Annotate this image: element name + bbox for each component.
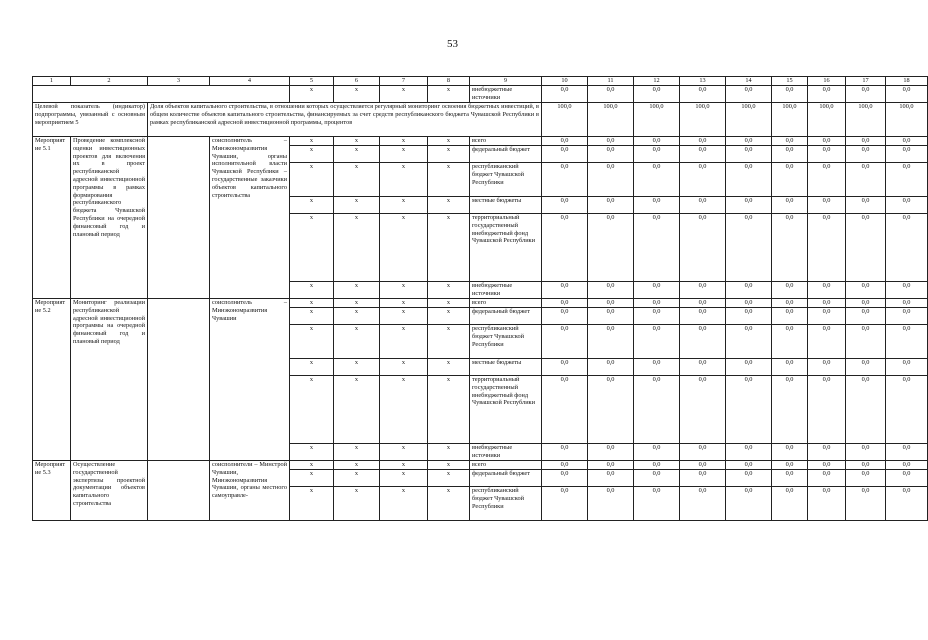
value-cell: 0,0: [588, 325, 634, 359]
value-cell: 0,0: [542, 444, 588, 461]
value-cell: 0,0: [634, 487, 680, 521]
value-cell: 0,0: [680, 444, 726, 461]
activity-id: Мероприятие 5.3: [33, 461, 71, 521]
column-header: 1: [33, 77, 71, 86]
x-mark: x: [380, 444, 428, 461]
value-cell: 0,0: [846, 487, 886, 521]
x-mark: x: [380, 86, 428, 103]
value-cell: 0,0: [772, 282, 808, 299]
value-cell: 0,0: [542, 137, 588, 146]
x-mark: x: [380, 146, 428, 163]
value-cell: 0,0: [846, 197, 886, 214]
x-mark: x: [290, 282, 334, 299]
value-cell: 0,0: [808, 487, 846, 521]
funding-source: всего: [470, 461, 542, 470]
target-indicator-row: [33, 103, 928, 137]
value-cell: 0,0: [808, 444, 846, 461]
value-cell: 0,0: [680, 308, 726, 325]
column-header: 8: [428, 77, 470, 86]
value-cell: 0,0: [808, 470, 846, 487]
value-cell: 0,0: [772, 487, 808, 521]
target-value: 100,0: [772, 103, 808, 137]
value-cell: 0,0: [588, 487, 634, 521]
value-cell: 0,0: [588, 470, 634, 487]
funding-source: местные бюджеты: [470, 197, 542, 214]
x-mark: x: [334, 376, 380, 444]
activity-name: Мониторинг реализации республиканской адресной инвестиционной программы на очередной финансовый год и плановый период: [71, 299, 148, 461]
value-cell: 0,0: [634, 444, 680, 461]
value-cell: 0,0: [846, 461, 886, 470]
activity-name: Осуществление государственной экспертизы проектной документации объектов капитального строительства: [71, 461, 148, 521]
x-mark: x: [428, 359, 470, 376]
x-mark: x: [334, 214, 380, 282]
value-cell: 0,0: [680, 470, 726, 487]
value-cell: 0,0: [846, 376, 886, 444]
x-mark: x: [428, 308, 470, 325]
value-cell: 0,0: [808, 308, 846, 325]
funding-source: республиканский бюджет Чувашской Республики: [470, 487, 542, 521]
value-cell: 0,0: [772, 214, 808, 282]
value-cell: 0,0: [634, 86, 680, 103]
x-mark: x: [334, 137, 380, 146]
value-cell: 0,0: [886, 325, 928, 359]
value-cell: 0,0: [542, 299, 588, 308]
x-mark: x: [290, 325, 334, 359]
value-cell: 0,0: [886, 146, 928, 163]
column-header: 14: [726, 77, 772, 86]
value-cell: 0,0: [808, 163, 846, 197]
funding-source: территориальный государственный внебюджетный фонд Чувашской Республики: [470, 214, 542, 282]
column-header: 13: [680, 77, 726, 86]
funding-source: республиканский бюджет Чувашской Республики: [470, 325, 542, 359]
x-mark: x: [428, 197, 470, 214]
value-cell: 0,0: [846, 137, 886, 146]
value-cell: 0,0: [588, 86, 634, 103]
empty-cell: [33, 86, 290, 103]
value-cell: 0,0: [680, 282, 726, 299]
x-mark: x: [380, 325, 428, 359]
value-cell: 0,0: [588, 299, 634, 308]
target-value: 100,0: [542, 103, 588, 137]
value-cell: 0,0: [808, 282, 846, 299]
x-mark: x: [428, 325, 470, 359]
value-cell: 0,0: [772, 376, 808, 444]
table-row: [33, 461, 928, 470]
value-cell: 0,0: [726, 146, 772, 163]
value-cell: 0,0: [726, 359, 772, 376]
value-cell: 0,0: [772, 308, 808, 325]
value-cell: 0,0: [886, 461, 928, 470]
value-cell: 0,0: [886, 163, 928, 197]
x-mark: x: [380, 214, 428, 282]
empty-cell: [148, 299, 210, 461]
value-cell: 0,0: [588, 197, 634, 214]
value-cell: 0,0: [680, 146, 726, 163]
program-table: [32, 76, 928, 521]
activity-name: Проведение комплексной оценки инвестиционных проектов для включения их в проект республиканской адресной инвестиционной программы в рамках формирования республиканского бюджета Чувашской Республики на очередной финансовый год и плановый период: [71, 137, 148, 299]
value-cell: 0,0: [886, 376, 928, 444]
value-cell: 0,0: [726, 325, 772, 359]
value-cell: 0,0: [680, 325, 726, 359]
value-cell: 0,0: [846, 86, 886, 103]
value-cell: 0,0: [588, 444, 634, 461]
value-cell: 0,0: [846, 146, 886, 163]
value-cell: 0,0: [726, 197, 772, 214]
value-cell: 0,0: [772, 444, 808, 461]
value-cell: 0,0: [634, 308, 680, 325]
value-cell: 0,0: [588, 146, 634, 163]
value-cell: 0,0: [588, 461, 634, 470]
value-cell: 0,0: [634, 146, 680, 163]
x-mark: x: [290, 299, 334, 308]
table-row: [33, 86, 928, 103]
value-cell: 0,0: [886, 137, 928, 146]
value-cell: 0,0: [846, 214, 886, 282]
target-label: Целевой показатель (индикатор) подпрограммы, увязанный с основным мероприятием 5: [33, 103, 148, 137]
value-cell: 0,0: [634, 197, 680, 214]
value-cell: 0,0: [772, 470, 808, 487]
value-cell: 0,0: [588, 282, 634, 299]
x-mark: x: [428, 282, 470, 299]
x-mark: x: [428, 146, 470, 163]
x-mark: x: [380, 308, 428, 325]
value-cell: 0,0: [634, 461, 680, 470]
x-mark: x: [380, 461, 428, 470]
value-cell: 0,0: [808, 461, 846, 470]
value-cell: 0,0: [634, 282, 680, 299]
activity-id: Мероприятие 5.2: [33, 299, 71, 461]
x-mark: x: [290, 470, 334, 487]
activity-id: Мероприятие 5.1: [33, 137, 71, 299]
x-mark: x: [380, 487, 428, 521]
x-mark: x: [334, 461, 380, 470]
funding-source: внебюджетные источники: [470, 86, 542, 103]
value-cell: 0,0: [886, 299, 928, 308]
x-mark: x: [334, 146, 380, 163]
column-header: 10: [542, 77, 588, 86]
x-mark: x: [428, 214, 470, 282]
value-cell: 0,0: [772, 146, 808, 163]
value-cell: 0,0: [886, 487, 928, 521]
x-mark: x: [334, 308, 380, 325]
target-text: Доля объектов капитального строительства, в отношении которых осуществляется регулярный мониторинг освоения бюджетных инвестиций, в общем количестве объектов капитального строительства, финансируемых за счет средств республиканского бюджета Чувашской Республики в рамках республиканской адресной инвестиционной программы, процентов: [148, 103, 542, 137]
funding-source: республиканский бюджет Чувашской Республики: [470, 163, 542, 197]
value-cell: 0,0: [772, 461, 808, 470]
x-mark: x: [380, 470, 428, 487]
value-cell: 0,0: [808, 359, 846, 376]
column-header: 18: [886, 77, 928, 86]
value-cell: 0,0: [588, 137, 634, 146]
x-mark: x: [428, 470, 470, 487]
x-mark: x: [290, 214, 334, 282]
x-mark: x: [380, 137, 428, 146]
value-cell: 0,0: [634, 376, 680, 444]
x-mark: x: [428, 137, 470, 146]
value-cell: 0,0: [846, 308, 886, 325]
value-cell: 0,0: [542, 146, 588, 163]
funding-source: федеральный бюджет: [470, 146, 542, 163]
target-value: 100,0: [588, 103, 634, 137]
x-mark: x: [334, 299, 380, 308]
x-mark: x: [290, 197, 334, 214]
column-header: 3: [148, 77, 210, 86]
funding-source: федеральный бюджет: [470, 308, 542, 325]
value-cell: 0,0: [542, 376, 588, 444]
value-cell: 0,0: [726, 299, 772, 308]
x-mark: x: [334, 359, 380, 376]
value-cell: 0,0: [680, 487, 726, 521]
value-cell: 0,0: [542, 308, 588, 325]
value-cell: 0,0: [542, 359, 588, 376]
column-header: 5: [290, 77, 334, 86]
column-header: 11: [588, 77, 634, 86]
value-cell: 0,0: [772, 163, 808, 197]
x-mark: x: [428, 461, 470, 470]
executor: соисполнитель – Минэкономразвития Чувашии: [210, 299, 290, 461]
target-value: 100,0: [634, 103, 680, 137]
x-mark: x: [290, 137, 334, 146]
x-mark: x: [380, 197, 428, 214]
column-header: 4: [210, 77, 290, 86]
x-mark: x: [290, 376, 334, 444]
value-cell: 0,0: [588, 308, 634, 325]
x-mark: x: [428, 444, 470, 461]
target-value: 100,0: [886, 103, 928, 137]
target-value: 100,0: [680, 103, 726, 137]
value-cell: 0,0: [772, 197, 808, 214]
column-header: 15: [772, 77, 808, 86]
value-cell: 0,0: [680, 197, 726, 214]
column-header: 16: [808, 77, 846, 86]
value-cell: 0,0: [542, 461, 588, 470]
value-cell: 0,0: [886, 214, 928, 282]
funding-source: местные бюджеты: [470, 359, 542, 376]
x-mark: x: [334, 444, 380, 461]
target-value: 100,0: [846, 103, 886, 137]
x-mark: x: [428, 487, 470, 521]
value-cell: 0,0: [846, 282, 886, 299]
value-cell: 0,0: [886, 197, 928, 214]
x-mark: x: [290, 487, 334, 521]
value-cell: 0,0: [726, 282, 772, 299]
value-cell: 0,0: [680, 163, 726, 197]
value-cell: 0,0: [772, 86, 808, 103]
value-cell: 0,0: [726, 470, 772, 487]
header-row: [33, 77, 928, 86]
x-mark: x: [290, 308, 334, 325]
x-mark: x: [428, 299, 470, 308]
executor: соисполнители – Минстрой Чувашии, Минэкономразвития Чувашии, органы местного самоуправле-: [210, 461, 290, 521]
value-cell: 0,0: [634, 470, 680, 487]
value-cell: 0,0: [726, 308, 772, 325]
x-mark: x: [334, 163, 380, 197]
empty-cell: [148, 461, 210, 521]
x-mark: x: [334, 282, 380, 299]
value-cell: 0,0: [726, 444, 772, 461]
x-mark: x: [428, 376, 470, 444]
x-mark: x: [334, 197, 380, 214]
x-mark: x: [290, 461, 334, 470]
value-cell: 0,0: [886, 308, 928, 325]
column-header: 2: [71, 77, 148, 86]
value-cell: 0,0: [680, 86, 726, 103]
x-mark: x: [290, 146, 334, 163]
page-number: 53: [447, 38, 458, 50]
x-mark: x: [380, 359, 428, 376]
value-cell: 0,0: [886, 86, 928, 103]
funding-source: территориальный государственный внебюджетный фонд Чувашской Республики: [470, 376, 542, 444]
value-cell: 0,0: [542, 282, 588, 299]
value-cell: 0,0: [772, 137, 808, 146]
value-cell: 0,0: [808, 299, 846, 308]
x-mark: x: [290, 444, 334, 461]
value-cell: 0,0: [680, 376, 726, 444]
x-mark: x: [290, 86, 334, 103]
value-cell: 0,0: [634, 214, 680, 282]
value-cell: 0,0: [886, 444, 928, 461]
value-cell: 0,0: [846, 470, 886, 487]
value-cell: 0,0: [542, 163, 588, 197]
table-row: [33, 137, 928, 146]
value-cell: 0,0: [886, 470, 928, 487]
value-cell: 0,0: [886, 359, 928, 376]
table-row: [33, 299, 928, 308]
value-cell: 0,0: [542, 325, 588, 359]
column-header: 7: [380, 77, 428, 86]
value-cell: 0,0: [772, 299, 808, 308]
x-mark: x: [290, 163, 334, 197]
value-cell: 0,0: [846, 163, 886, 197]
value-cell: 0,0: [726, 137, 772, 146]
target-value: 100,0: [808, 103, 846, 137]
value-cell: 0,0: [634, 325, 680, 359]
value-cell: 0,0: [542, 86, 588, 103]
value-cell: 0,0: [542, 487, 588, 521]
value-cell: 0,0: [772, 359, 808, 376]
value-cell: 0,0: [542, 470, 588, 487]
column-header: 6: [334, 77, 380, 86]
value-cell: 0,0: [846, 299, 886, 308]
funding-source: всего: [470, 137, 542, 146]
value-cell: 0,0: [634, 137, 680, 146]
value-cell: 0,0: [886, 282, 928, 299]
x-mark: x: [334, 470, 380, 487]
value-cell: 0,0: [846, 444, 886, 461]
value-cell: 0,0: [808, 376, 846, 444]
value-cell: 0,0: [808, 86, 846, 103]
value-cell: 0,0: [680, 359, 726, 376]
value-cell: 0,0: [808, 137, 846, 146]
value-cell: 0,0: [846, 359, 886, 376]
value-cell: 0,0: [542, 214, 588, 282]
value-cell: 0,0: [808, 325, 846, 359]
x-mark: x: [380, 299, 428, 308]
value-cell: 0,0: [680, 214, 726, 282]
value-cell: 0,0: [772, 325, 808, 359]
funding-source: всего: [470, 299, 542, 308]
empty-cell: [148, 137, 210, 299]
value-cell: 0,0: [588, 163, 634, 197]
column-header: 17: [846, 77, 886, 86]
value-cell: 0,0: [634, 299, 680, 308]
value-cell: 0,0: [808, 146, 846, 163]
value-cell: 0,0: [680, 461, 726, 470]
executor: соисполнитель – Минэкономразвития Чувашии, органы исполнительной власти Чувашской Республики – государственные заказчики объектов капитального строительства: [210, 137, 290, 299]
x-mark: x: [290, 359, 334, 376]
funding-source: внебюджетные источники: [470, 444, 542, 461]
value-cell: 0,0: [680, 137, 726, 146]
value-cell: 0,0: [846, 325, 886, 359]
x-mark: x: [428, 163, 470, 197]
value-cell: 0,0: [726, 461, 772, 470]
funding-source: внебюджетные источники: [470, 282, 542, 299]
x-mark: x: [428, 86, 470, 103]
value-cell: 0,0: [588, 359, 634, 376]
value-cell: 0,0: [726, 376, 772, 444]
value-cell: 0,0: [726, 86, 772, 103]
funding-source: федеральный бюджет: [470, 470, 542, 487]
x-mark: x: [334, 325, 380, 359]
value-cell: 0,0: [680, 299, 726, 308]
column-header: 12: [634, 77, 680, 86]
x-mark: x: [380, 376, 428, 444]
x-mark: x: [334, 86, 380, 103]
value-cell: 0,0: [726, 163, 772, 197]
value-cell: 0,0: [588, 214, 634, 282]
x-mark: x: [380, 163, 428, 197]
x-mark: x: [380, 282, 428, 299]
value-cell: 0,0: [808, 214, 846, 282]
target-value: 100,0: [726, 103, 772, 137]
value-cell: 0,0: [588, 376, 634, 444]
value-cell: 0,0: [726, 214, 772, 282]
value-cell: 0,0: [634, 163, 680, 197]
value-cell: 0,0: [542, 197, 588, 214]
value-cell: 0,0: [808, 197, 846, 214]
value-cell: 0,0: [634, 359, 680, 376]
value-cell: 0,0: [726, 487, 772, 521]
column-header: 9: [470, 77, 542, 86]
x-mark: x: [334, 487, 380, 521]
